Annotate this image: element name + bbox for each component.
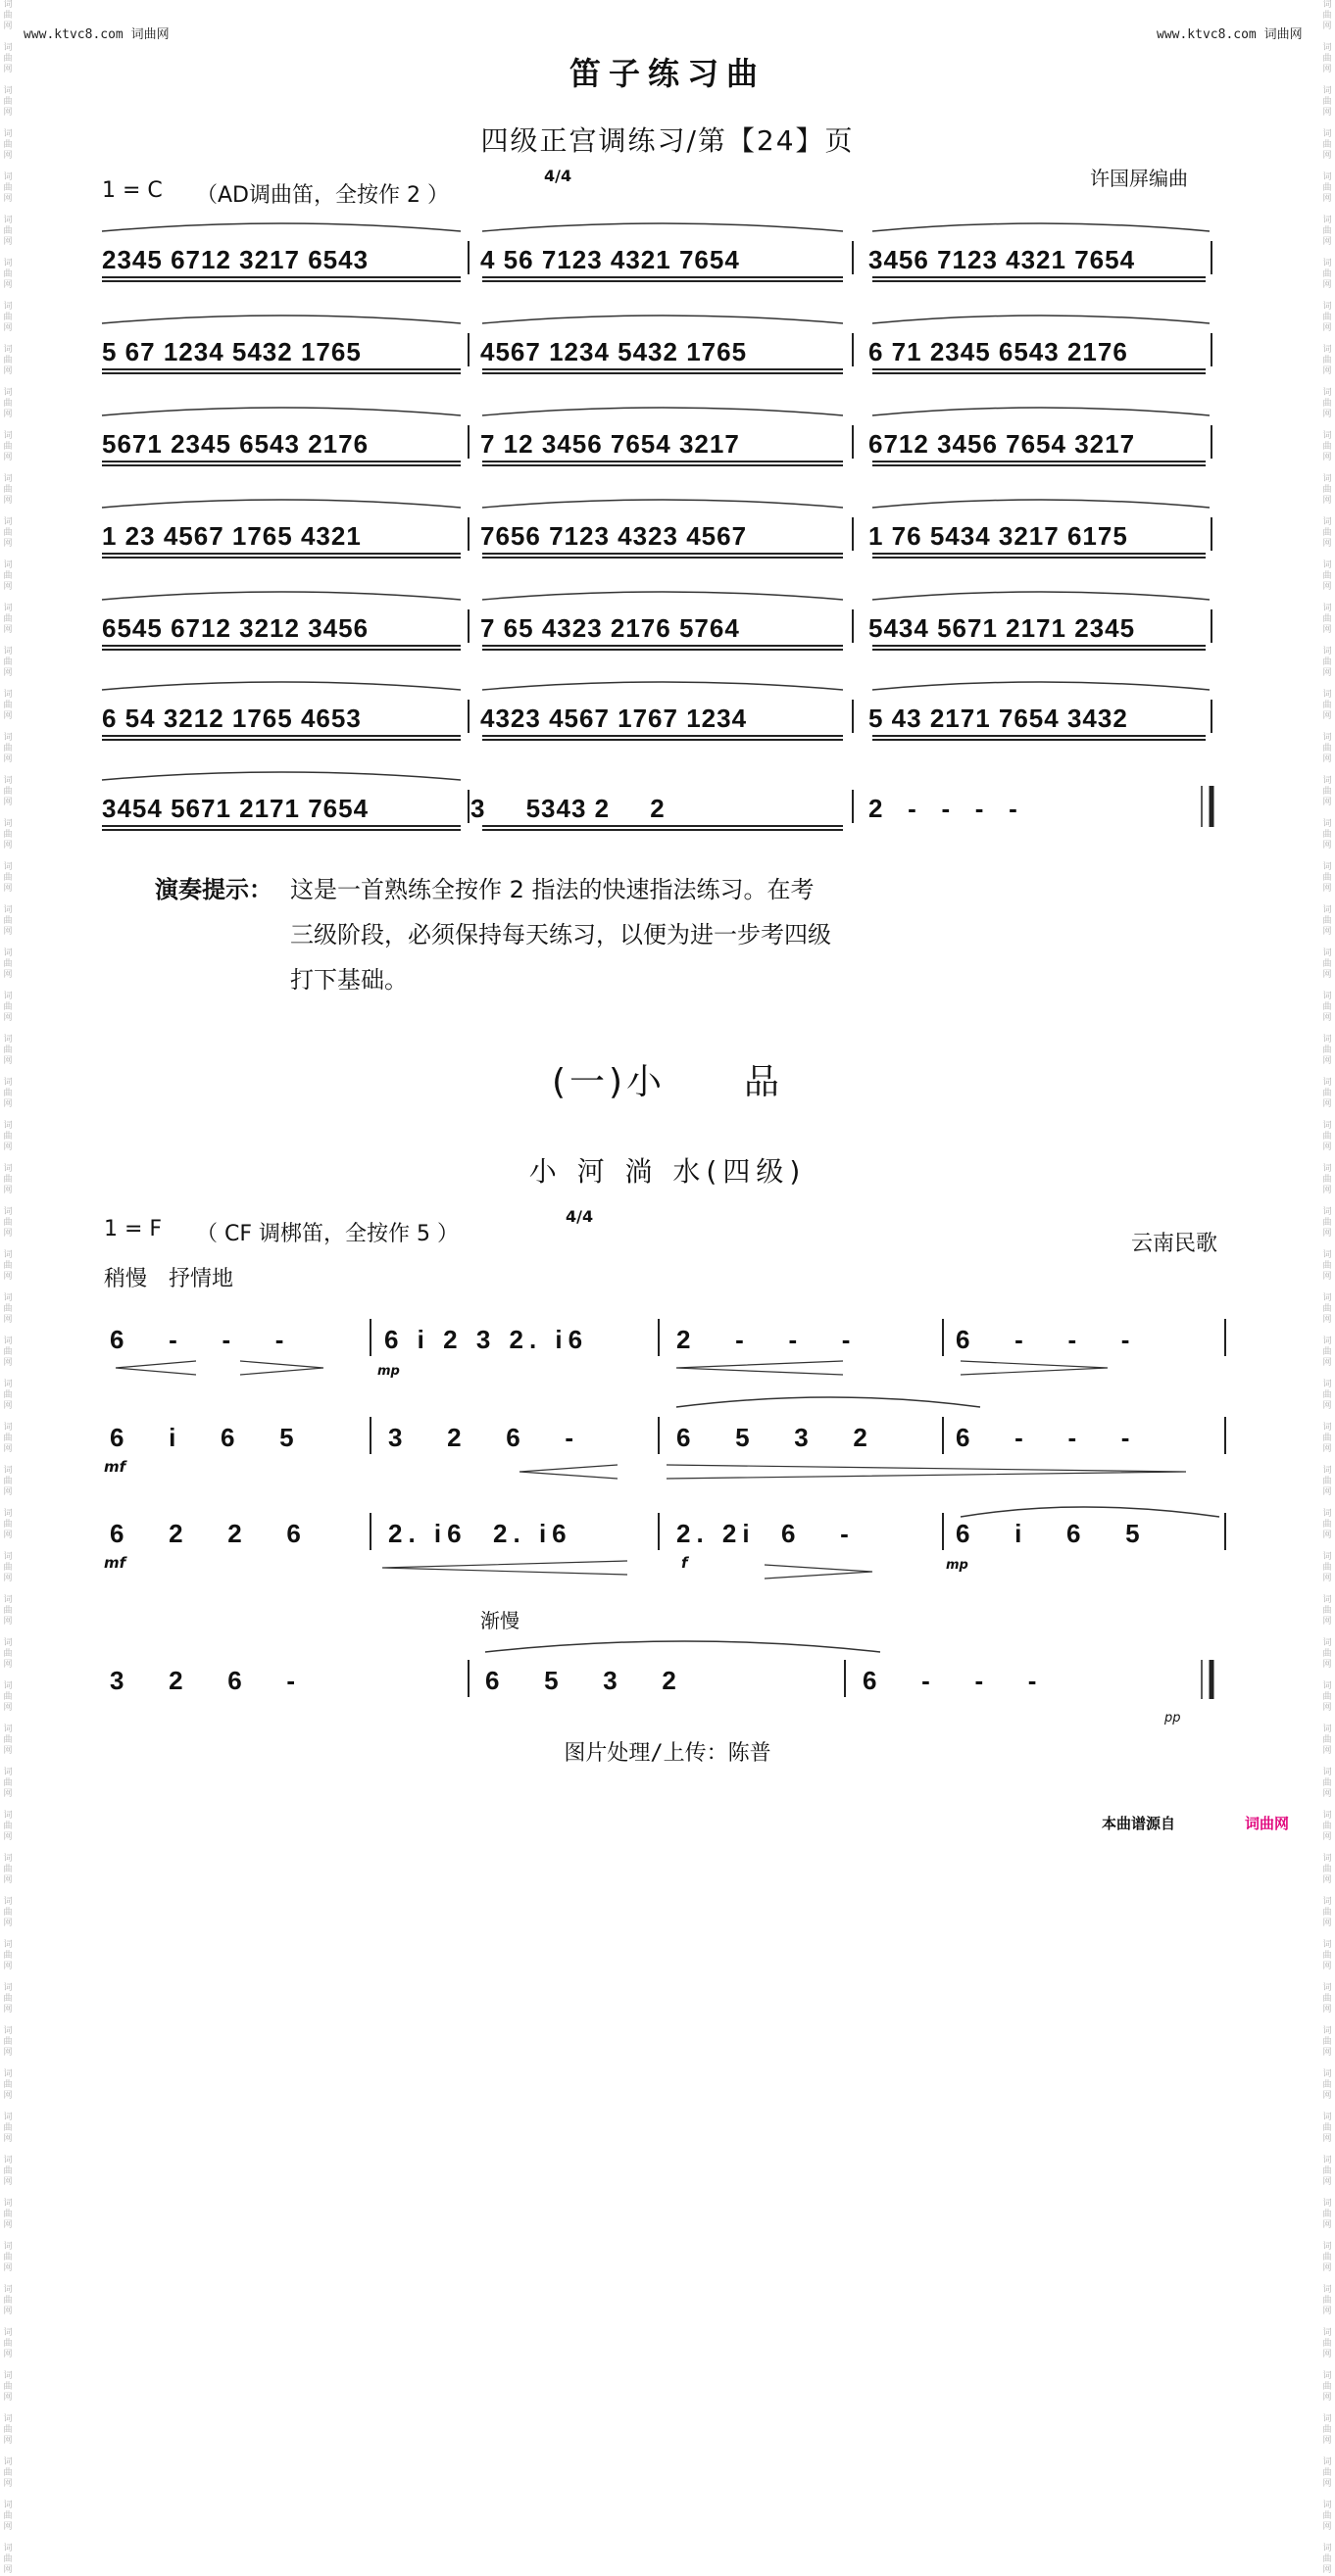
slur [102,500,461,508]
piece-measure: 6 - - - [863,1666,1043,1695]
exercise-measure: 6545 6712 3212 3456 [102,613,370,643]
exercise-arranger: 许国屏编曲 [1090,167,1188,190]
slur [872,682,1210,690]
dynamic-mark: f [681,1554,688,1572]
exercise-measure: 5671 2345 6543 2176 [102,429,370,459]
slur [872,408,1210,415]
section-title: (一)小 品 [551,1062,784,1102]
piece-measure: 3 2 6 - [110,1666,302,1695]
piece-measure: 3 2 6 - [388,1423,580,1452]
piece-measure: 2. i6 2. i6 [388,1519,572,1548]
tip-line: 这是一首熟练全按作 2 指法的快速指法练习。在考 [290,876,815,903]
side-watermark-left: 词 曲 网 词 曲 网 词 曲 网 词 曲 网 词 曲 网 词 曲 网 词 曲 网 词 曲 网 词 曲 网 词 曲 网 词 曲 网 词 曲 网 词 曲 网 词 曲 网 词 曲 网 词 曲 网 词 曲 网 词 曲 网 词 曲 网 词 曲 网 词 曲 网 词 曲 网 词 曲 网 词 曲 网 词 曲 网 词 曲 网 词 曲 网 词 曲 网 词 曲 网 词 曲 网 词 曲 网 词 曲 网 词 曲 网 词 曲 网 词 曲 网 词 曲 网 词 曲 网 词 曲 网 词 曲 网 词 曲 网 词 曲 网 词 曲 网 词 曲 网 词 曲 网 词 曲 网 词 曲 网 词 曲 网 词 曲 网 词 曲 网 词 曲 网 词 曲 网 词 曲 网 词 曲 网 词 曲 网 词 曲 网 词 曲 网 词 曲 网 词 曲 网 词 曲 网 词 曲 网 [3,0,13,2575]
piece-measure: 6 i 6 5 [956,1519,1146,1548]
piece-origin: 云南民歌 [1131,1232,1218,1256]
slur [872,223,1210,231]
slur [102,592,461,600]
piece-measure: 6 - - - [110,1325,290,1354]
exercise-measure: 7 12 3456 7654 3217 [480,429,740,459]
tip-line: 三级阶段，必须保持每天练习，以便为进一步考四级 [290,921,831,948]
exercise-measure: 3456 7123 4321 7654 [868,245,1136,274]
piece-measure: 6 - - - [956,1325,1136,1354]
piece-measure: 6 2 2 6 [110,1519,307,1548]
piece-measure: 6 - - - [956,1423,1136,1452]
slur [872,592,1210,600]
slur [482,682,843,690]
tempo-change: 渐慢 [480,1609,519,1632]
piece-measure: 6 i 6 5 [110,1423,300,1452]
diminuendo-hairpin [765,1565,872,1579]
watermark-left: www.ktvc8.com 词曲网 [24,27,170,42]
piece-key-note: （ CF 调梆笛，全按作 5 ） [196,1222,459,1246]
exercise-measure: 5 43 2171 7654 3432 [868,704,1128,733]
exercise-measure: 1 23 4567 1765 4321 [102,521,362,551]
dynamic-mark: mf [104,1458,126,1476]
exercise-measure: 3454 5671 2171 7654 [102,794,370,823]
exercise-measure: 6 54 3212 1765 4653 [102,704,362,733]
watermark-right: www.ktvc8.com 词曲网 [1157,27,1303,42]
dynamic-mark: pp [1164,1711,1181,1725]
slur [482,316,843,323]
slur [102,772,461,780]
piece-measure: 2 - - - [676,1325,857,1354]
dynamic-mark: mp [377,1364,400,1379]
slur [872,500,1210,508]
crescendo-hairpin [116,1361,196,1375]
piece-measure: 2. 2i 6 - [676,1519,855,1548]
exercise-measure: 4323 4567 1767 1234 [480,704,748,733]
crescendo-hairpin [676,1361,843,1375]
exercise-time-signature: 4/4 [544,167,572,185]
diminuendo-hairpin [667,1465,1186,1479]
site-link[interactable]: 词曲网 [1245,1815,1290,1832]
slur [485,1641,880,1652]
tip-line: 打下基础。 [290,966,408,994]
page-subtitle: 四级正宫调练习/第【24】页 [480,124,855,157]
source-label: 本曲谱源自 [1102,1815,1176,1832]
exercise-measure: 1 76 5434 3217 6175 [868,521,1128,551]
exercise-key-note: （AD调曲笛，全按作 2 ） [196,183,449,208]
diminuendo-hairpin [961,1361,1108,1375]
slur [102,408,461,415]
exercise-measure: 7 65 4323 2176 5764 [480,613,740,643]
dynamic-mark: mp [946,1558,968,1573]
slur [482,500,843,508]
exercise-measure: 4 56 7123 4321 7654 [480,245,740,274]
slur [102,682,461,690]
slur [482,408,843,415]
page-title: 笛子练习曲 [569,55,766,92]
slur [482,223,843,231]
exercise-measure: 5 67 1234 5432 1765 [102,337,362,366]
crescendo-hairpin [519,1465,618,1479]
slur [482,592,843,600]
slur [102,316,461,323]
slur [872,316,1210,323]
piece-measure: 6 5 3 2 [676,1423,873,1452]
piece-tempo: 稍慢 抒情地 [104,1267,234,1291]
slur [102,223,461,231]
upload-credit: 图片处理/上传：陈普 [564,1741,771,1766]
exercise-key: 1 = C [102,178,163,203]
exercise-measure: 7656 7123 4323 4567 [480,521,748,551]
piece-time-signature: 4/4 [566,1207,594,1226]
piece-key: 1 = F [104,1217,163,1241]
tip-label: 演奏提示： [155,876,272,903]
slur [676,1397,980,1407]
dynamic-mark: mf [104,1554,126,1572]
exercise-measure: 2345 6712 3217 6543 [102,245,370,274]
piece-measure: 6 5 3 2 [485,1666,682,1695]
exercise-measure: 4567 1234 5432 1765 [480,337,748,366]
exercise-measure: 6712 3456 7654 3217 [868,429,1136,459]
exercise-measure: 3 5343 2 2 [470,794,666,823]
piece-measure: 6 i 2 3 2. i6 [384,1325,589,1354]
piece-title: 小 河 淌 水(四级) [528,1155,807,1188]
crescendo-hairpin [382,1561,627,1575]
side-watermark-right: 词 曲 网 词 曲 网 词 曲 网 词 曲 网 词 曲 网 词 曲 网 词 曲 网 词 曲 网 词 曲 网 词 曲 网 词 曲 网 词 曲 网 词 曲 网 词 曲 网 词 曲 网 词 曲 网 词 曲 网 词 曲 网 词 曲 网 词 曲 网 词 曲 网 词 曲 网 词 曲 网 词 曲 网 词 曲 网 词 曲 网 词 曲 网 词 曲 网 词 曲 网 词 曲 网 词 曲 网 词 曲 网 词 曲 网 词 曲 网 词 曲 网 词 曲 网 词 曲 网 词 曲 网 词 曲 网 词 曲 网 词 曲 网 词 曲 网 词 曲 网 词 曲 网 词 曲 网 词 曲 网 词 曲 网 词 曲 网 词 曲 网 词 曲 网 词 曲 网 词 曲 网 词 曲 网 词 曲 网 词 曲 网 词 曲 网 词 曲 网 词 曲 网 词 曲 网 词 曲 网 [1322,0,1332,2575]
exercise-measure: 5434 5671 2171 2345 [868,613,1136,643]
exercise-measure: 6 71 2345 6543 2176 [868,337,1128,366]
diminuendo-hairpin [240,1361,323,1375]
slur [961,1507,1219,1517]
exercise-measure: 2 - - - - [868,794,1018,823]
